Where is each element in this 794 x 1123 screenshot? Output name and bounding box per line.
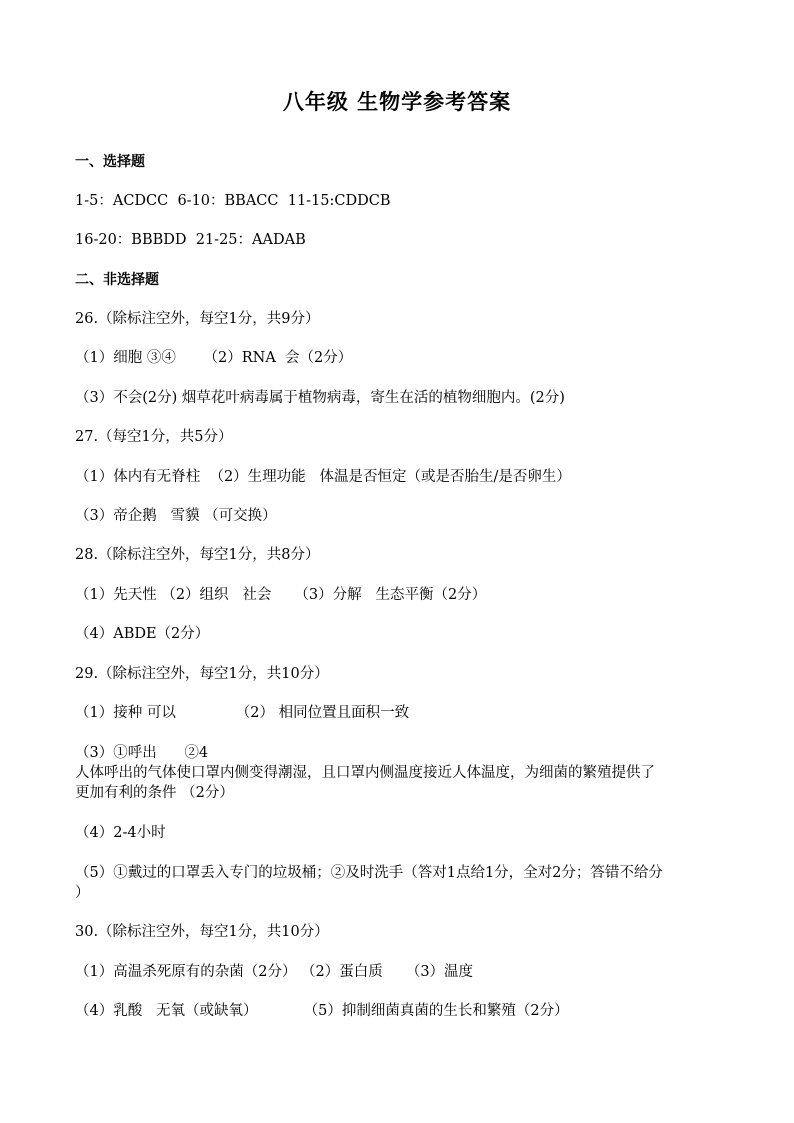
q27-answer-1: （1）体内有无脊柱 （2）生理功能 体温是否恒定（或是否胎生/是否卵生） xyxy=(75,469,571,485)
q29-answer-5: （5）①戴过的口罩丢入专门的垃圾桶；②及时洗手（答对1点给1分，全对2分；答错不给分 xyxy=(75,865,663,881)
q29-answer-3: （3）①呼出 ②4 xyxy=(75,745,209,761)
q26-answer-3: （3）不会(2分) 烟草花叶病毒属于植物病毒，寄生在活的植物细胞内。(2分) xyxy=(75,390,565,406)
choice-answers-line-1: 1-5：ACDCC 6-10：BBACC 11-15:CDDCB xyxy=(75,193,391,209)
choice-answers-line-2: 16-20：BBBDD 21-25：AADAB xyxy=(75,232,306,248)
q26-answer-1: （1）细胞 ③④ （2）RNA 会（2分） xyxy=(75,350,353,366)
section-heading-nonchoice: 二、非选择题 xyxy=(75,272,159,288)
page-title: 八年级 生物学参考答案 xyxy=(282,90,512,114)
q29-answer-3-cont-2: 更加有利的条件 （2分） xyxy=(75,785,234,801)
q30-header: 30.（除标注空外，每空1分，共10分） xyxy=(75,924,329,940)
q26-header: 26.（除标注空外，每空1分，共9分） xyxy=(75,311,320,327)
q29-answer-3-cont-1: 人体呼出的气体使口罩内侧变得潮湿，且口罩内侧温度接近人体温度，为细菌的繁殖提供了 xyxy=(75,765,655,781)
q30-answer-4: （4）乳酸 无氧（或缺氧） （5）抑制细菌真菌的生长和繁殖（2分） xyxy=(75,1003,569,1019)
q27-header: 27.（每空1分，共5分） xyxy=(75,429,233,445)
q28-answer-1: （1）先天性 （2）组织 社会 （3）分解 生态平衡（2分） xyxy=(75,587,487,603)
q28-answer-4: （4）ABDE（2分） xyxy=(75,626,210,642)
q29-answer-4: （4）2-4小时 xyxy=(75,825,166,841)
q29-answer-5-cont: ） xyxy=(75,885,90,901)
q28-header: 28.（除标注空外，每空1分，共8分） xyxy=(75,547,320,563)
q30-answer-1: （1）高温杀死原有的杂菌（2分） （2）蛋白质 （3）温度 xyxy=(75,964,474,980)
q27-answer-3: （3）帝企鹅 雪貘 （可交换） xyxy=(75,508,277,524)
q29-header: 29.（除标注空外，每空1分，共10分） xyxy=(75,666,329,682)
section-heading-choice: 一、选择题 xyxy=(75,154,145,170)
q29-answer-1: （1）接种 可以 （2） 相同位置且面积一致 xyxy=(75,705,410,721)
